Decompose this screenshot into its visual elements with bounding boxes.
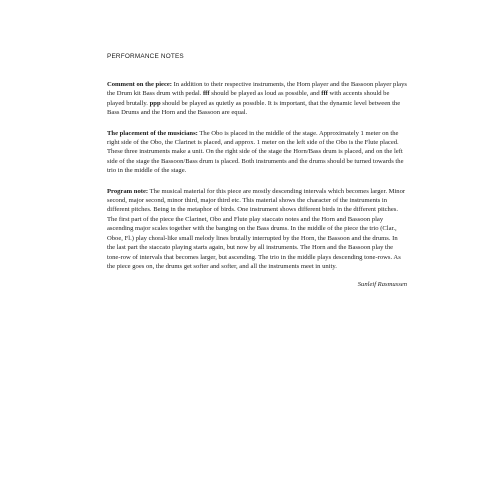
- dynamic-fff-1: fff: [202, 90, 210, 98]
- comment-paragraph: [107, 80, 407, 118]
- placement-paragraph: [107, 129, 407, 176]
- program-label: Program note:: [107, 187, 149, 195]
- comment-text-1: In addition to their respective instruments, the Horn player and the Bassoon player plays the Drum kit Bass drum with pedal.: [107, 81, 407, 98]
- performance-notes-content: [107, 52, 407, 289]
- placement-text: The Obo is placed in the middle of the stage. Approximately 1 meter on the right side of the Obo, the Clarinet is placed, and approx. 1 meter on the left side of the Obo is the Flute placed. These three instruments make a unit. On the right side of the stage the Horn/Bass drum is placed, and on the left side of the stage the Bassoon/Bass drum is placed. Both instruments and the drums should be turned towards the trio in the middle of the stage.: [107, 129, 404, 175]
- composer-signature: Sunleif Rasmussen: [357, 281, 407, 289]
- program-text: The musical material for this piece are mostly descending intervals which becomes larger. Minor second, major second, minor third, major third etc. This material shows the character of the instruments in different pitches. Being in the metaphor of birds. One instrument shows different birds in the different pitches. The first part of the piece the Clarinet, Obo and Flute play staccato notes and the Horn and Bassoon play ascending major scales together with the banging on the Bass drums. In the middle of the piece the trio (Clar., Oboe, Fl.) play choral-like small melody lines brutally interrupted by the Horn, the Bassoon and the drums. In the last part the staccato playing starts again, but now by all instruments. The Horn and the Bassoon play the tone-row of intervals that becomes larger, but ascending. The trio in the middle plays descending tone-rows. As the piece goes on, the drums get softer and softer, and all the instruments meet in unity.: [107, 187, 406, 270]
- page-title: PERFORMANCE NOTES: [107, 53, 184, 60]
- comment-text-3: with accents should be played brutally.: [107, 90, 390, 107]
- placement-label: The placement of the musicians:: [107, 129, 198, 137]
- dynamic-fff-2: fff: [321, 90, 328, 98]
- comment-label: Comment on the piece:: [107, 81, 173, 88]
- program-note-paragraph: [107, 187, 407, 272]
- comment-text-4: should be played as quietly as possible. It is important, that the dynamic level between the Bass Drums and the Horn and the Bassoon are equal.: [107, 99, 401, 117]
- comment-text-2: should be played as loud as possible, and: [209, 90, 322, 98]
- dynamic-ppp: ppp: [149, 99, 161, 107]
